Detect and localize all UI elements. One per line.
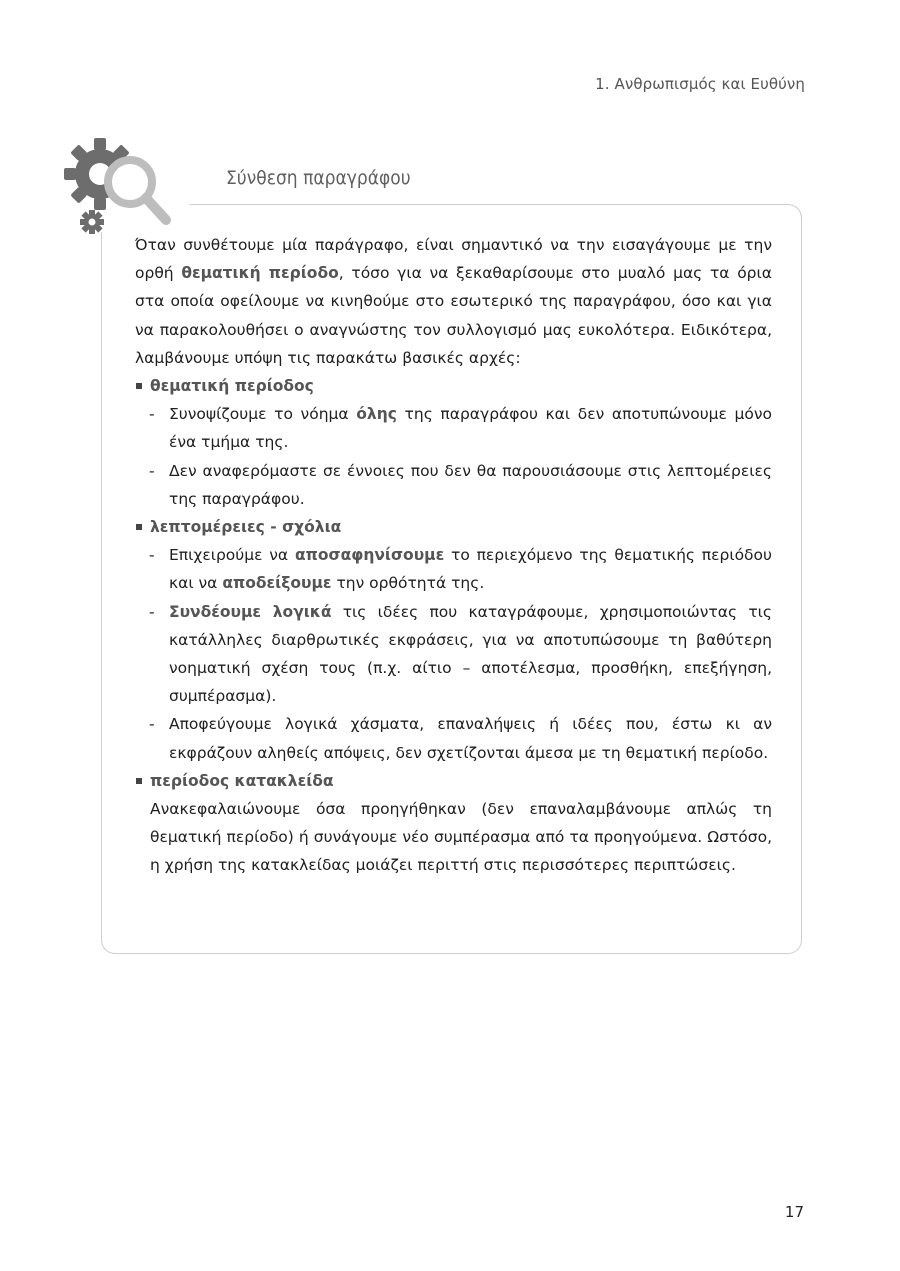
emphasis: Συνδέουμε λογικά <box>169 602 332 621</box>
emphasis: αποσαφηνίσουμε <box>294 546 445 565</box>
conclusion-paragraph: Ανακεφαλαιώνουμε όσα προηγήθηκαν (δεν επαναλαμβάνουμε απλώς τη θεματική περίοδο) ή συνάγουμε νέο συμπέρασμα από τα προηγούμενα. Ωστόσο, η χρήση της κατακλείδας μοιάζει περιττή στις περισσότερες περιπτώσεις. <box>150 800 772 875</box>
square-bullet-icon <box>136 778 142 784</box>
emphasis: αποδείξουμε <box>222 574 332 593</box>
bullet-label: περίοδος κατακλείδα <box>150 771 334 790</box>
dash-item: - Επιχειρούμε να αποσαφηνίσουμε το περιεχόμενο της θεματικής περιόδου και να αποδείξουμε την ορθότητά της. <box>135 541 772 597</box>
page-number: 17 <box>784 1203 804 1221</box>
bullet-label: λεπτομέρειες - σχόλια <box>150 518 342 537</box>
section-title: Σύνθεση παραγράφου <box>226 167 411 189</box>
emphasis: όλης <box>356 405 397 424</box>
bullet-item <box>135 372 772 400</box>
dash-mark: - <box>149 461 155 480</box>
content-body <box>135 231 772 880</box>
square-bullet-icon <box>136 524 142 530</box>
dash-mark: - <box>149 405 155 424</box>
square-bullet-icon <box>136 383 142 389</box>
emphasis: θεματική περίοδο <box>181 264 339 283</box>
bullet-label: θεματική περίοδος <box>150 377 314 396</box>
dash-mark: - <box>149 602 155 621</box>
intro-paragraph: Όταν συνθέτουμε μία παράγραφο, είναι σημαντικό να την εισαγάγουμε με την ορθή θεματική περίοδο, τόσο για να ξεκαθαρίσουμε στο μυαλό μας τα όρια στα οποία οφείλουμε να κινηθούμε στο εσωτερικό της παραγράφου, όσο και για να παρακολουθήσει ο αναγνώστης τον συλλογισμό μας ευκολότερα. Ειδικότερα, λαμβάνουμε υπόψη τις παρακάτω βασικές αρχές: <box>135 236 772 367</box>
dash-item: - Συνδέουμε λογικά τις ιδέες που καταγράφουμε, χρησιμοποιώντας τις κατάλληλες διαρθρωτικές εκφράσεις, για να αποτυπώσουμε τη βαθύτερη νοηματική σχέση τους (π.χ. αίτιο – αποτέλεσμα, προσθήκη, επεξήγηση, συμπέρασμα). <box>135 598 772 711</box>
dash-mark: - <box>149 715 155 734</box>
bullet-item <box>135 513 772 541</box>
dash-item: - Συνοψίζουμε το νόημα όλης της παραγράφου και δεν αποτυπώνουμε μόνο ένα τμήμα της. <box>135 400 772 456</box>
dash-item: - Αποφεύγουμε λογικά χάσματα, επαναλήψεις ή ιδέες που, έστω κι αν εκφράζουν αληθείς απόψεις, δεν σχετίζονται άμεσα με τη θεματική περίοδο. <box>135 710 772 766</box>
bullet-item <box>135 767 772 795</box>
dash-item: - Δεν αναφερόμαστε σε έννοιες που δεν θα παρουσιάσουμε στις λεπτομέρειες της παραγράφου. <box>135 457 772 513</box>
dash-mark: - <box>149 546 155 565</box>
running-header: 1. Ανθρωπισμός και Ευθύνη <box>595 75 805 93</box>
